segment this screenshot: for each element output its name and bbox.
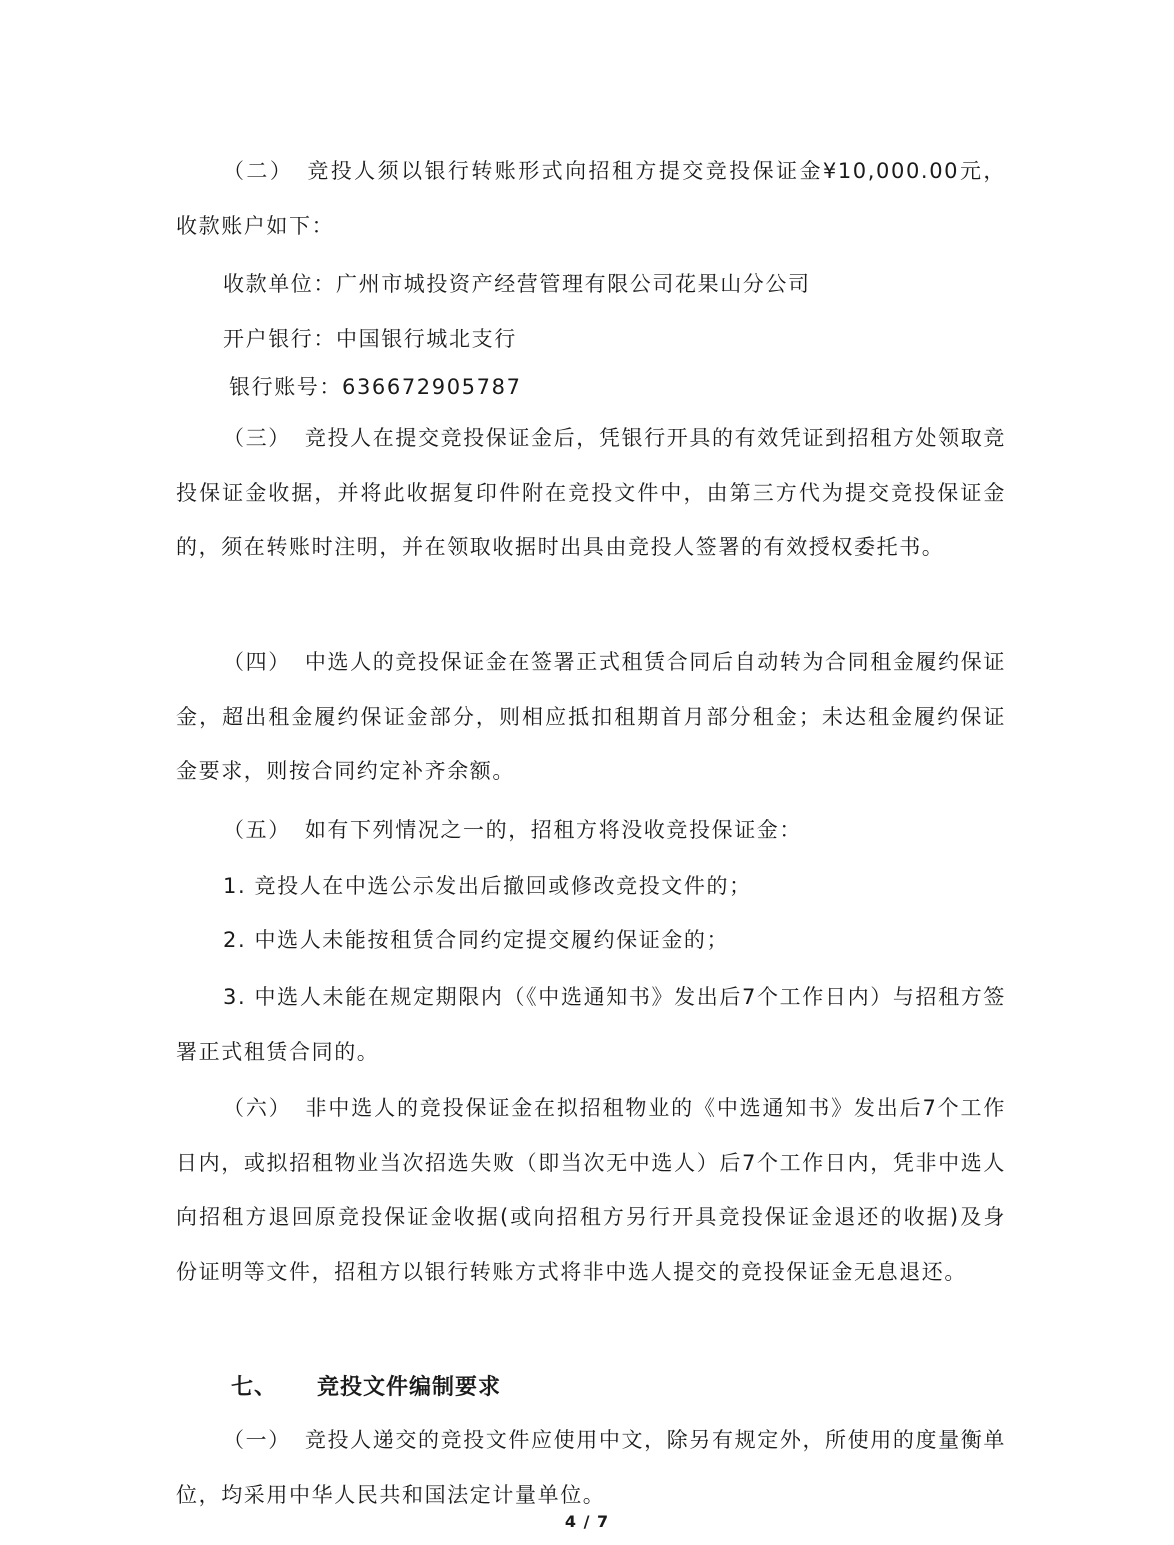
paragraph-deposit-receipt [176, 411, 1006, 575]
paragraph-text: 如有下列情况之一的，招租方将没收竞投保证金： [304, 818, 803, 842]
paragraph-label: （四） [223, 650, 291, 674]
section-title: 竞投文件编制要求 [317, 1375, 502, 1400]
paragraph-text: 竞投人在提交竞投保证金后，凭银行开具的有效凭证到招租方处领取竞投保证金收据，并将此收据复印件附在竞投文件中，由第三方代为提交竞投保证金的，须在转账时注明，并在领取收据时出具由竞投人签署的有效授权委托书。 [176, 426, 1006, 559]
account-bank: 开户银行：中国银行城北支行 [223, 327, 517, 351]
section-heading [231, 1370, 501, 1401]
section-number: 七、 [231, 1375, 278, 1400]
page-number: 4 / 7 [564, 1512, 610, 1531]
account-payee: 收款单位：广州市城投资产经营管理有限公司花果山分公司 [223, 272, 811, 296]
paragraph-text: 竞投人须以银行转账形式向招租方提交竞投保证金¥10,000.00元，收款账户如下： [176, 159, 1006, 238]
paragraph-label: （二） [223, 159, 294, 183]
paragraph-deposit-refund [176, 1081, 1006, 1299]
list-item: 3. 中选人未能在规定期限内（《中选通知书》发出后7个工作日内）与招租方签署正式租赁合同的。 [176, 985, 1006, 1064]
list-item: 2. 中选人未能按租赁合同约定提交履约保证金的； [223, 928, 730, 952]
paragraph-forfeiture [176, 803, 1006, 858]
list-item: 1. 竞投人在中选公示发出后撤回或修改竞投文件的； [223, 874, 752, 898]
paragraph-deposit-amount [176, 144, 1006, 253]
paragraph-label: （六） [223, 1096, 292, 1120]
paragraph-language-units [176, 1413, 1006, 1522]
paragraph-text: 竞投人递交的竞投文件应使用中文，除另有规定外，所使用的度量衡单位，均采用中华人民共和国法定计量单位。 [176, 1428, 1006, 1507]
paragraph-text: 中选人的竞投保证金在签署正式租赁合同后自动转为合同租金履约保证金，超出租金履约保证金部分，则相应抵扣租期首月部分租金；未达租金履约保证金要求，则按合同约定补齐余额。 [176, 650, 1006, 783]
paragraph-label: （三） [223, 426, 291, 450]
paragraph-label: （五） [223, 818, 291, 842]
account-number: 银行账号：636672905787 [229, 375, 522, 399]
paragraph-label: （一） [223, 1428, 291, 1452]
paragraph-text: 非中选人的竞投保证金在拟招租物业的《中选通知书》发出后7个工作日内，或拟招租物业当次招选失败（即当次无中选人）后7个工作日内，凭非中选人向招租方退回原竞投保证金收据(或向招租方另行开具竞投保证金退还的收据)及身份证明等文件，招租方以银行转账方式将非中选人提交的竞投保证金无息退还。 [176, 1096, 1006, 1284]
paragraph-deposit-conversion [176, 635, 1006, 799]
